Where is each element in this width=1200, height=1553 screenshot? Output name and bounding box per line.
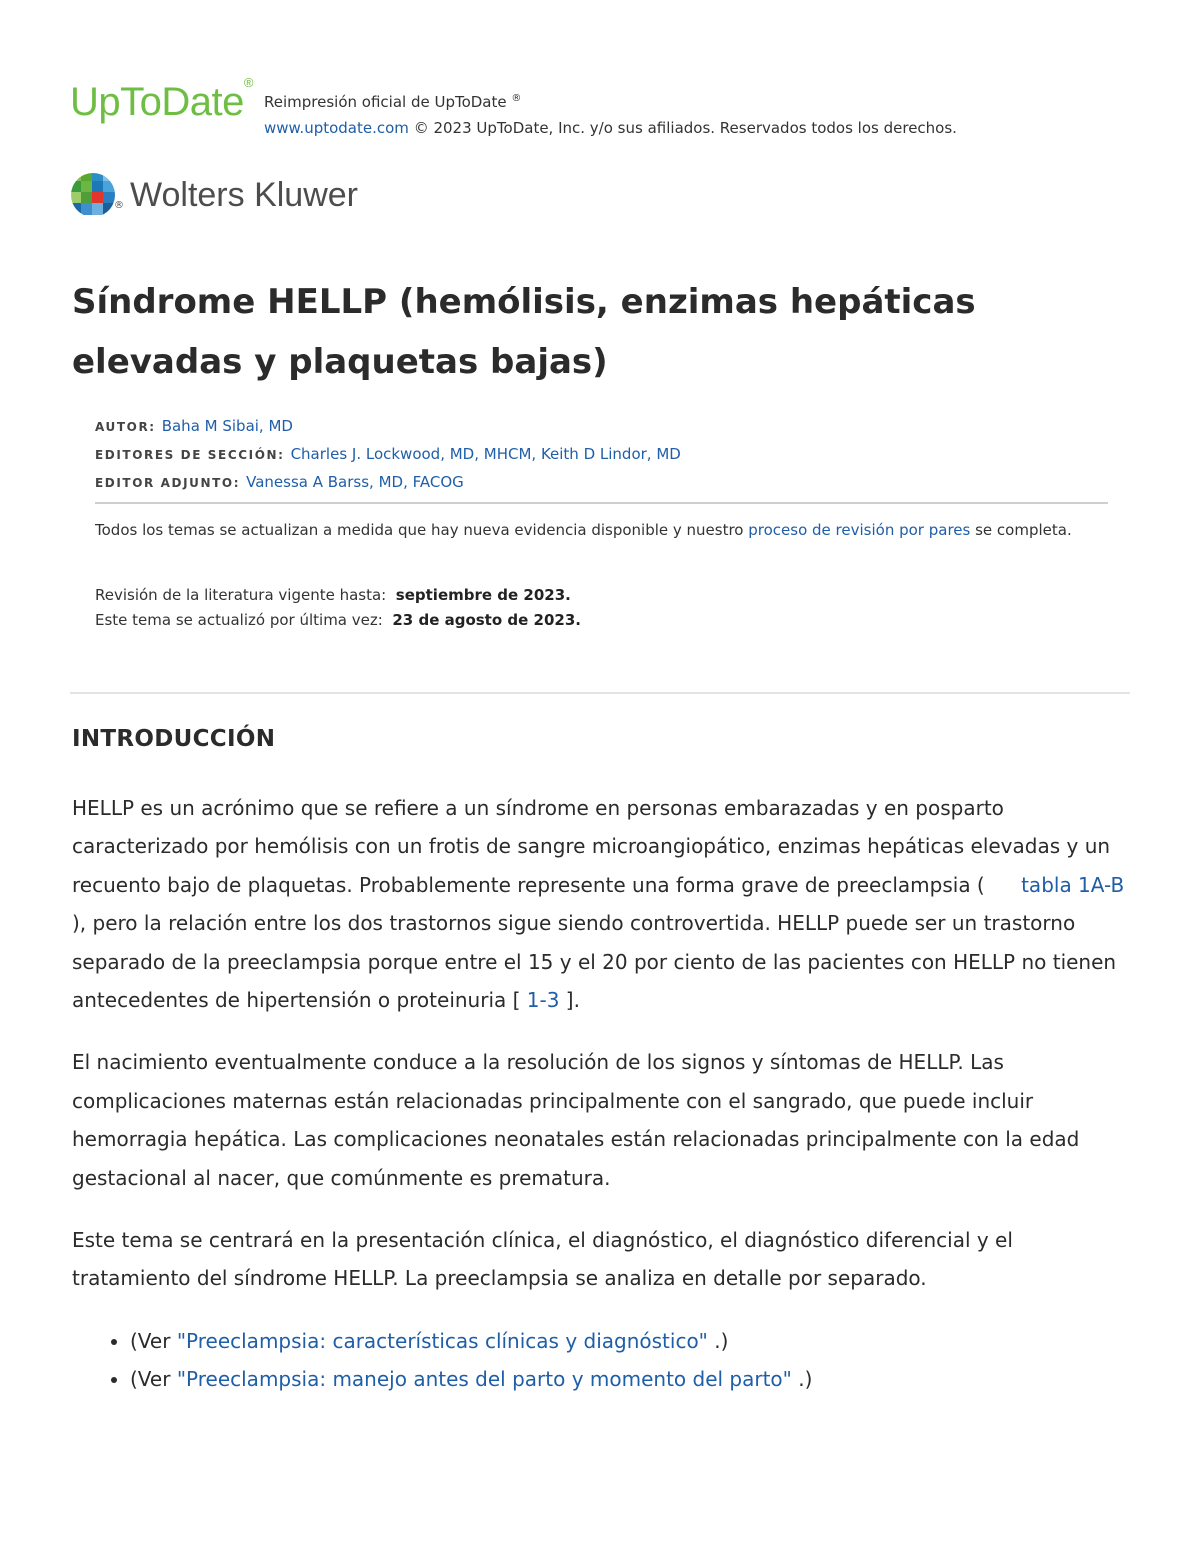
deputy-editor-link[interactable]: Vanessa A Barss, MD, FACOG: [246, 473, 464, 491]
wolters-kluwer-mark: ®: [114, 200, 124, 211]
table-link[interactable]: tabla 1A-B: [1021, 872, 1125, 897]
list-item: [130, 1322, 1137, 1360]
list-item-prefix: (Ver: [130, 1366, 177, 1391]
list-item-prefix: (Ver: [130, 1328, 177, 1353]
section-heading: INTRODUCCIÓN: [72, 726, 276, 752]
last-updated-row: [95, 608, 581, 633]
paragraph: El nacimiento eventualmente conduce a la resolución de los signos y síntomas de HELLP. Las complicaciones maternas están relacionadas principalmente con el sangrado, que puede incluir hemorragia hepática. Las complicaciones neonatales están relacionadas principalmente con la edad gestacional al nacer, que comúnmente es prematura.: [72, 1050, 1080, 1190]
reference-link[interactable]: 1-3: [526, 988, 560, 1013]
section-editors-link[interactable]: Charles J. Lockwood, MD, MHCM, Keith D Lindor, MD: [290, 445, 681, 463]
paragraph: [72, 789, 1137, 1019]
last-updated-date: 23 de agosto de 2023.: [392, 611, 581, 629]
last-updated-label: Este tema se actualizó por última vez:: [95, 611, 383, 629]
list-item-suffix: .): [707, 1328, 729, 1353]
literature-review-row: [95, 583, 581, 608]
topic-dates: [95, 583, 581, 633]
header: [70, 74, 1130, 140]
article-body: [72, 789, 1137, 1398]
reprint-line: Reimpresión oficial de UpToDate: [264, 93, 507, 111]
copyright-text: © 2023 UpToDate, Inc. y/o sus afiliados. Reservados todos los derechos.: [413, 119, 957, 137]
uptodate-logo-text: UpToDate: [70, 80, 244, 124]
topic-link[interactable]: "Preeclampsia: manejo antes del parto y momento del parto": [176, 1366, 792, 1391]
list-item-suffix: .): [791, 1366, 813, 1391]
reprint-notice: [264, 86, 957, 141]
paragraph-text: ].: [559, 988, 580, 1013]
page-title: Síndrome HELLP (hemólisis, enzimas hepáticas elevadas y plaquetas bajas): [72, 282, 976, 382]
update-notice-end: se completa.: [970, 521, 1072, 539]
divider: [70, 692, 1130, 694]
literature-review-date: septiembre de 2023.: [395, 586, 571, 604]
section-editors-row: [95, 441, 1110, 469]
topic-contributors: [95, 413, 1110, 497]
deputy-editor-label: EDITOR ADJUNTO:: [95, 476, 241, 490]
list-item: [130, 1360, 1137, 1398]
author-link[interactable]: Baha M Sibai, MD: [161, 417, 293, 435]
peer-review-link[interactable]: proceso de revisión por pares: [748, 521, 971, 539]
literature-review-label: Revisión de la literatura vigente hasta:: [95, 586, 387, 604]
section-editors-label: EDITORES DE SECCIÓN:: [95, 448, 285, 462]
paragraph: Este tema se centrará en la presentación clínica, el diagnóstico, el diagnóstico diferencial y el tratamiento del síndrome HELLP. La preeclampsia se analiza en detalle por separado.: [72, 1228, 1013, 1291]
author-row: [95, 413, 1110, 441]
uptodate-site-link[interactable]: www.uptodate.com: [264, 119, 409, 137]
reprint-mark: ®: [511, 93, 522, 104]
divider: [95, 502, 1108, 504]
uptodate-logo[interactable]: [70, 74, 253, 125]
see-also-list: [72, 1322, 1137, 1398]
wolters-kluwer-name: Wolters Kluwer: [130, 176, 358, 214]
update-notice-text: Todos los temas se actualizan a medida que hay nueva evidencia disponible y nuestro: [95, 521, 749, 539]
uptodate-logo-mark: ®: [243, 74, 253, 90]
author-label: AUTOR:: [95, 420, 156, 434]
topic-link[interactable]: "Preeclampsia: características clínicas y diagnóstico": [176, 1328, 708, 1353]
paragraph-text: HELLP es un acrónimo que se refiere a un síndrome en personas embarazadas y en posparto caracterizado por hemólisis con un frotis de sangre microangiopático, enzimas hepáticas elevadas y un recuento bajo de plaquetas. Probablemente represente una forma grave de preeclampsia (: [72, 796, 1111, 897]
paragraph-text: ), pero la relación entre los dos trastornos sigue siendo controvertida. HELLP puede ser un trastorno separado de la preeclampsia porque entre el 15 y el 20 por ciento de las pacientes con HELLP no tienen antecedentes de hipertensión o proteinuria [: [72, 911, 1117, 1013]
deputy-editor-row: [95, 469, 1110, 497]
wolters-kluwer-logo-icon: [70, 170, 130, 222]
update-notice: [95, 517, 1105, 544]
wolters-kluwer-logo: [70, 170, 390, 222]
